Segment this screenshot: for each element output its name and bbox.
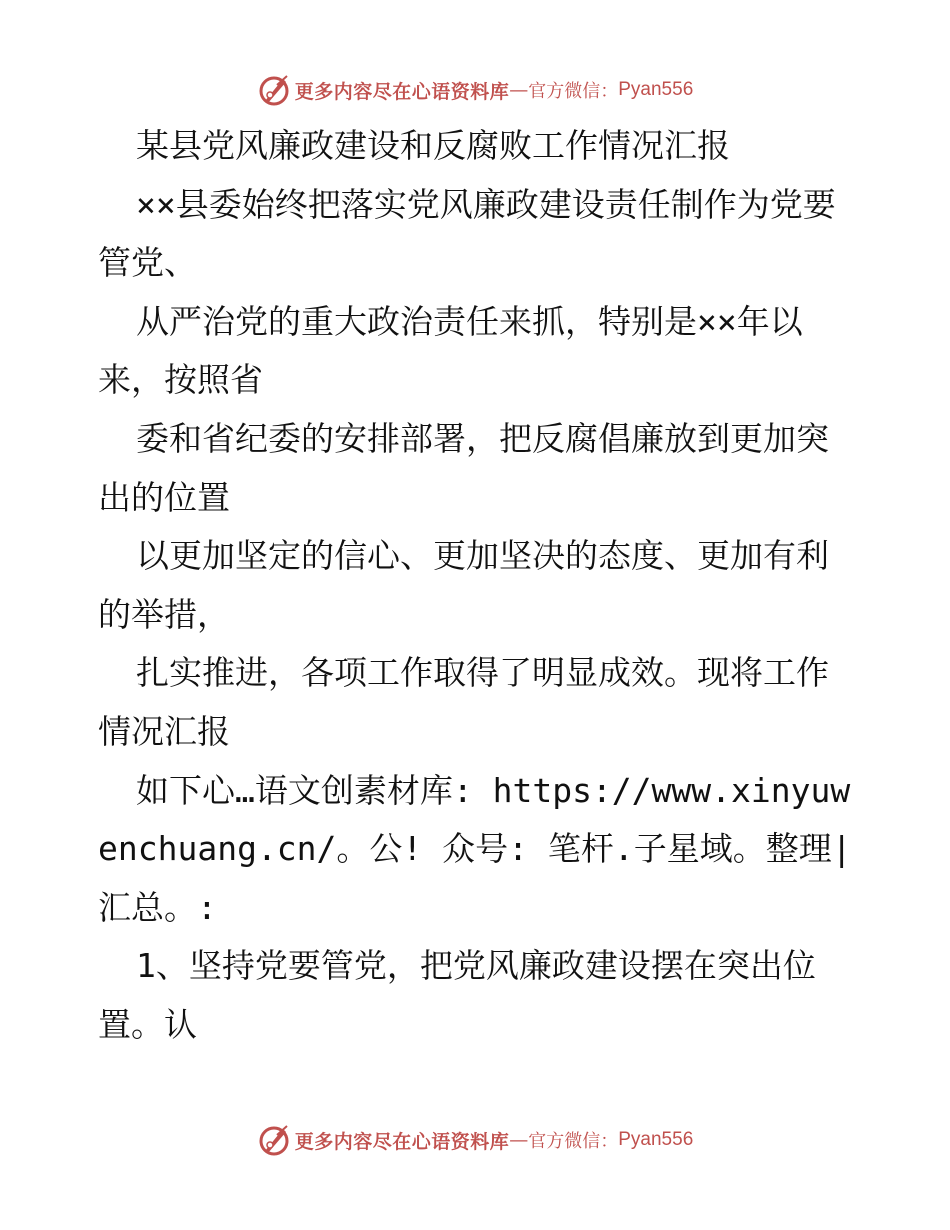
document-paragraph: 委和省纪委的安排部署，把反腐倡廉放到更加突出的位置 [98, 418, 829, 517]
footer-banner [0, 1120, 950, 1160]
header-wechat-id: Pyan556 [618, 79, 694, 100]
header-banner [0, 70, 950, 110]
footer-wechat-label: 官方微信： [528, 1131, 619, 1152]
quill-pen-logo-icon [257, 73, 291, 107]
footer-separator: — [509, 1129, 529, 1151]
footer-wechat-id: Pyan556 [618, 1129, 694, 1150]
document-paragraph: 以更加坚定的信心、更加坚决的态度、更加有利的举措， [98, 536, 829, 634]
document-paragraph: 从严治党的重大政治责任来抓，特别是××年以来，按照省 [98, 301, 803, 400]
header-separator: — [509, 79, 529, 101]
header-wechat-label: 官方微信： [528, 81, 619, 102]
header-promo-text: 更多内容尽在心语资料库 [294, 80, 510, 103]
document-title: 某县党风廉政建设和反腐败工作情况汇报 [136, 126, 730, 165]
document-paragraph: 1、坚持党要管党，把党风廉政建设摆在突出位置。认 [98, 946, 816, 1044]
document-body [98, 117, 858, 1055]
document-paragraph: 如下心…语文创素材库: https://www.xinyuwenchuang.cn/。公! 众号: 笔杆.子星域。整理|汇总。: [98, 770, 852, 927]
footer-promo-text: 更多内容尽在心语资料库 [294, 1130, 510, 1153]
document-paragraph: 扎实推进，各项工作取得了明显成效。现将工作情况汇报 [98, 653, 829, 751]
document-paragraph: ××县委始终把落实党风廉政建设责任制作为党要管党、 [98, 184, 836, 283]
quill-pen-logo-icon [257, 1123, 291, 1157]
